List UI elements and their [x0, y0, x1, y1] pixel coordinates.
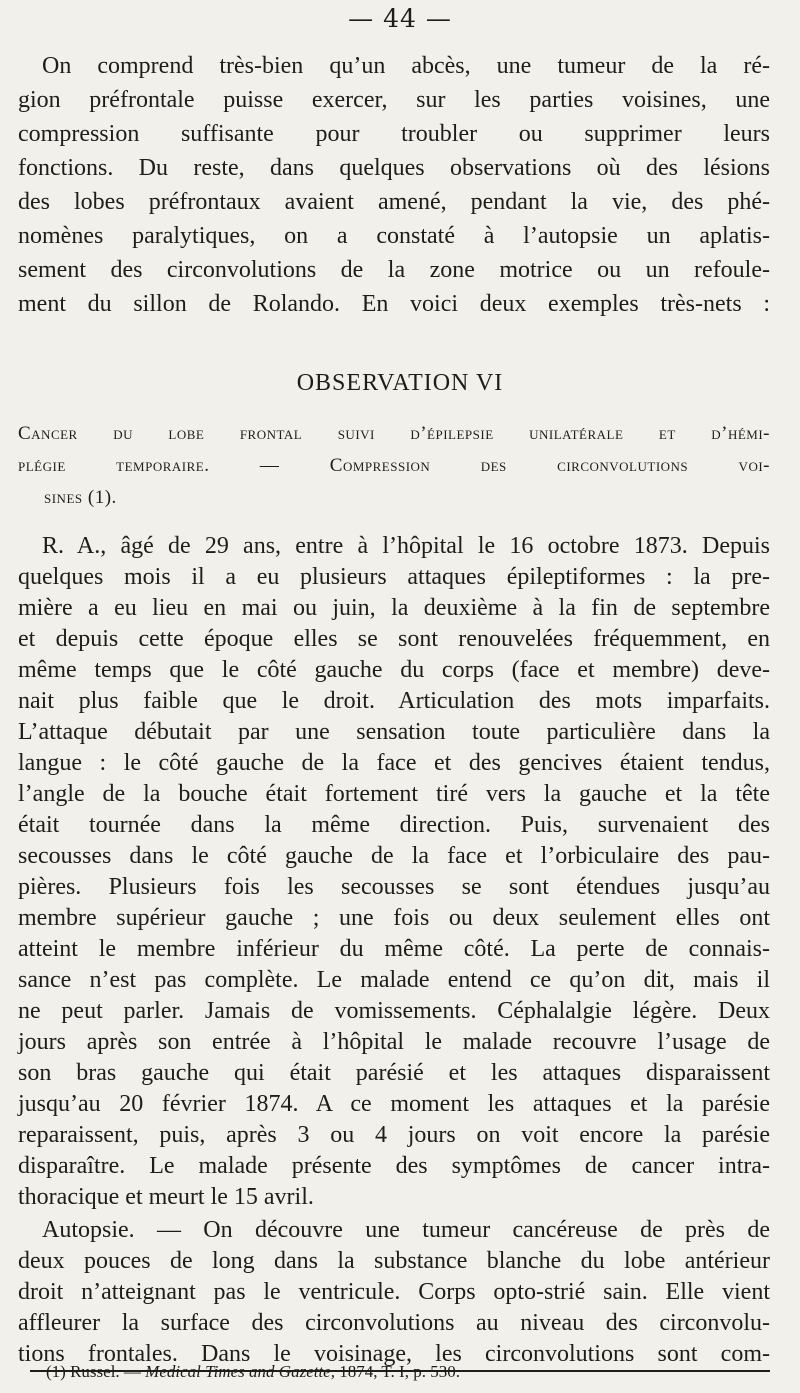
paragraph-1-line: On comprend très-bien qu’un abcès, une tumeur de la ré- [42, 53, 770, 79]
paragraph-3-line: Autopsie. — On découvre une tumeur cancéreuse de près de [42, 1217, 770, 1243]
paragraph-2-line: nait plus faible que le droit. Articulation des mots imparfaits. [18, 688, 770, 714]
page-number: — 44 — [348, 4, 452, 33]
paragraph-2-line: était tournée dans la même direction. Puis, survenaient des [18, 812, 770, 838]
paragraph-2-line: pières. Plusieurs fois les secousses se sont étendues jusqu’au [18, 874, 770, 900]
paragraph-1-line: des lobes préfrontaux avaient amené, pendant la vie, des phé- [18, 189, 770, 215]
paragraph-2-line: et depuis cette époque elles se sont renouvelées fréquemment, en [18, 626, 770, 652]
paragraph-2-line: l’angle de la bouche était fortement tiré vers la gauche et la tête [18, 781, 770, 807]
paragraph-2-line: jours après son entrée à l’hôpital le malade recouvre l’usage de [18, 1029, 770, 1055]
footnote-citation: 1874, T. I, p. 530. [339, 1362, 460, 1381]
observation-title-line: plégie temporaire. — Compression des circonvolutions voi- [18, 455, 770, 476]
paragraph-2-line: ne peut parler. Jamais de vomissements. Céphalalgie légère. Deux [18, 998, 770, 1024]
paragraph-2-line: reparaissent, puis, après 3 ou 4 jours on voit encore la parésie [18, 1122, 770, 1148]
paragraph-2-line: son bras gauche qui était parésié et les attaques disparaissent [18, 1060, 770, 1086]
paragraph-2-line: quelques mois il a eu plusieurs attaques épileptiformes : la pre- [18, 564, 770, 590]
paragraph-3-line: affleurer la surface des circonvolutions au niveau des circonvolu- [18, 1310, 770, 1336]
paragraph-1-line: ment du sillon de Rolando. En voici deux exemples très-nets : [18, 291, 770, 317]
paragraph-2-line: thoracique et meurt le 15 avril. [18, 1184, 314, 1210]
paragraph-2-line: membre supérieur gauche ; une fois ou deux seulement elles ont [18, 905, 770, 931]
paragraph-2-line: atteint le membre inférieur du même côté. La perte de connais- [18, 936, 770, 962]
paragraph-2-line: R. A., âgé de 29 ans, entre à l’hôpital le 16 octobre 1873. Depuis [42, 533, 770, 559]
paragraph-2-line: même temps que le côté gauche du corps (face et membre) deve- [18, 657, 770, 683]
footnote-marker: (1) Russel. — [46, 1362, 141, 1381]
paragraph-2-line: disparaître. Le malade présente des symptômes de cancer intra- [18, 1153, 770, 1179]
paragraph-3-line: deux pouces de long dans la substance blanche du lobe antérieur [18, 1248, 770, 1274]
paragraph-2-line: sance n’est pas complète. Le malade entend ce qu’on dit, mais il [18, 967, 770, 993]
paragraph-2-line: L’attaque débutait par une sensation toute particulière dans la [18, 719, 770, 745]
paragraph-1-line: fonctions. Du reste, dans quelques observations où des lésions [18, 155, 770, 181]
observation-heading: OBSERVATION VI [296, 370, 504, 396]
paragraph-1-line: nomènes paralytiques, on a constaté à l’autopsie un aplatis- [18, 223, 770, 249]
paragraph-2-line: secousses dans le côté gauche de la face et l’orbiculaire des pau- [18, 843, 770, 869]
paragraph-1-line: gion préfrontale puisse exercer, sur les parties voisines, une [18, 87, 770, 113]
footnote [46, 1362, 460, 1382]
paragraph-3-line: tions frontales. Dans le voisinage, les circonvolutions sont com- [18, 1341, 770, 1367]
paragraph-2-line: jusqu’au 20 février 1874. A ce moment les attaques et la parésie [18, 1091, 770, 1117]
paragraph-1-line: sement des circonvolutions de la zone motrice ou un refoule- [18, 257, 770, 283]
paragraph-2-line: mière a eu lieu en mai ou juin, la deuxième à la fin de septembre [18, 595, 770, 621]
footnote-journal: Medical Times and Gazette, [145, 1362, 335, 1381]
observation-title-line: sines (1). [44, 487, 117, 508]
observation-title-line: Cancer du lobe frontal suivi d’épilepsie unilatérale et d’hémi- [18, 423, 770, 444]
paragraph-2-line: langue : le côté gauche de la face et des gencives étaient tendus, [18, 750, 770, 776]
paragraph-3-line: droit n’atteignant pas le ventricule. Corps opto-strié sain. Elle vient [18, 1279, 770, 1305]
paragraph-1-line: compression suffisante pour troubler ou supprimer leurs [18, 121, 770, 147]
